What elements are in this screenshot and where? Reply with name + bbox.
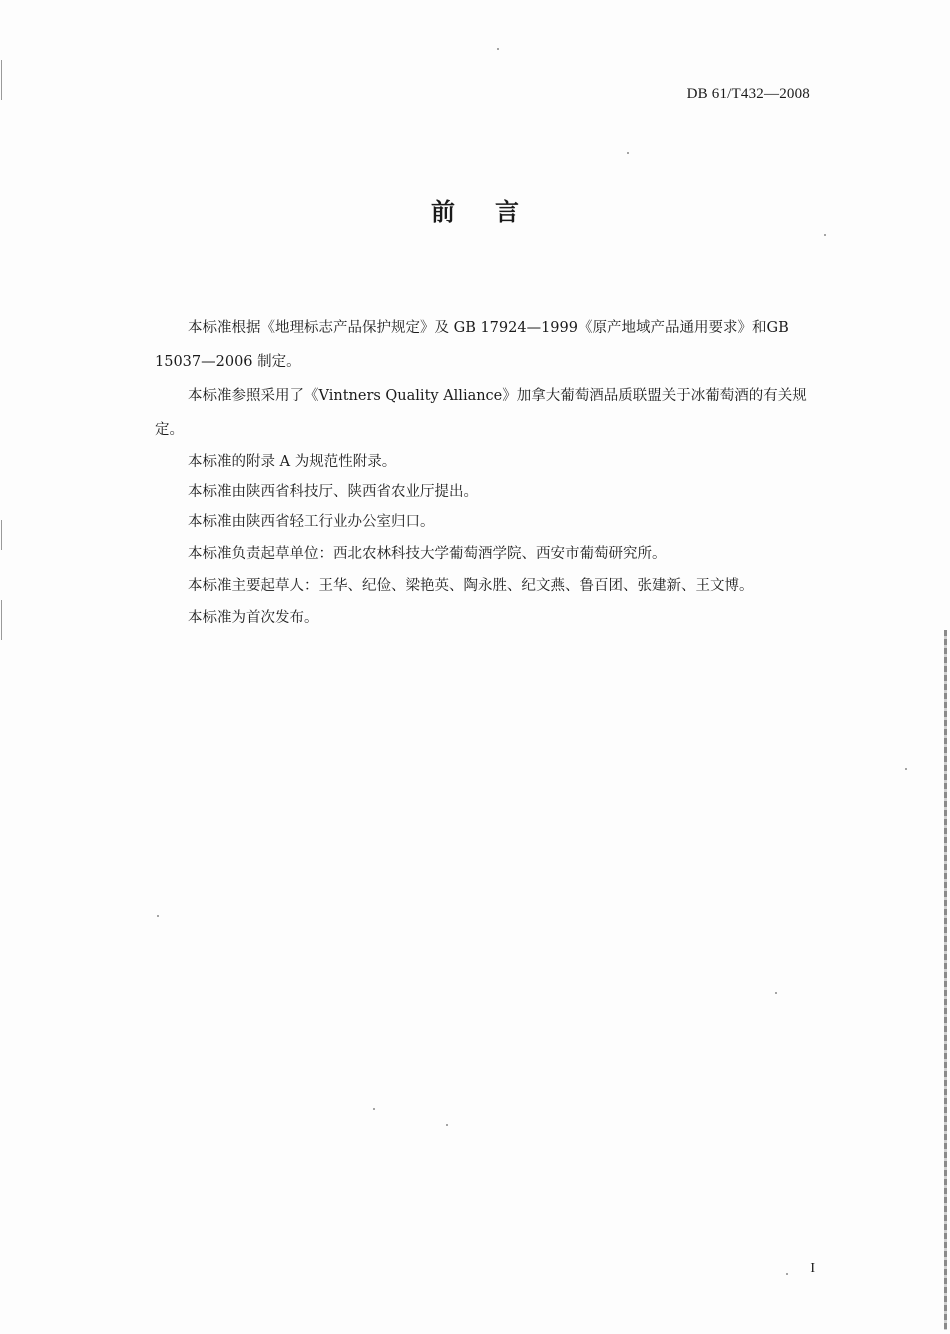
scan-speck [627,152,629,154]
scan-speck [446,1124,448,1126]
scan-speck [373,1108,375,1110]
scan-speck [775,992,777,994]
paragraph-proposer: 本标准由陕西省科技厅、陕西省农业厅提出。 [188,484,478,500]
paragraph-basis: 本标准根据《地理标志产品保护规定》及 GB 17924—1999《原产地域产品通用要求》和GB 15037—2006 制定。 [155,320,789,370]
page-number: I [810,1261,815,1276]
paragraph-appendix: 本标准的附录 A 为规范性附录。 [188,454,397,470]
scan-edge-left-mark [1,600,2,640]
paragraph-reference: 本标准参照采用了《Vintners Quality Alliance》加拿大葡萄酒品质联盟关于冰葡萄酒的有关规定。 [155,388,807,438]
scan-edge-right [944,630,947,1330]
paragraph-drafting-units: 本标准负责起草单位：西北农林科技大学葡萄酒学院、西安市葡萄研究所。 [188,546,667,562]
scan-speck [786,1273,788,1275]
foreword-body [155,311,815,635]
scan-speck [824,234,826,236]
page-title: 前言 [431,198,559,226]
paragraph-drafters: 本标准主要起草人：王华、纪俭、梁艳英、陶永胜、纪文燕、鲁百团、张建新、王文博。 [188,578,754,594]
scan-speck [497,48,499,50]
scan-speck [905,768,907,770]
scan-speck [157,915,159,917]
standard-code: DB 61/T432—2008 [686,86,810,102]
paragraph-first-release: 本标准为首次发布。 [188,610,319,626]
scan-edge-left-mark [1,60,2,100]
scan-edge-left-mark [1,520,2,550]
paragraph-authority: 本标准由陕西省轻工行业办公室归口。 [188,514,435,530]
